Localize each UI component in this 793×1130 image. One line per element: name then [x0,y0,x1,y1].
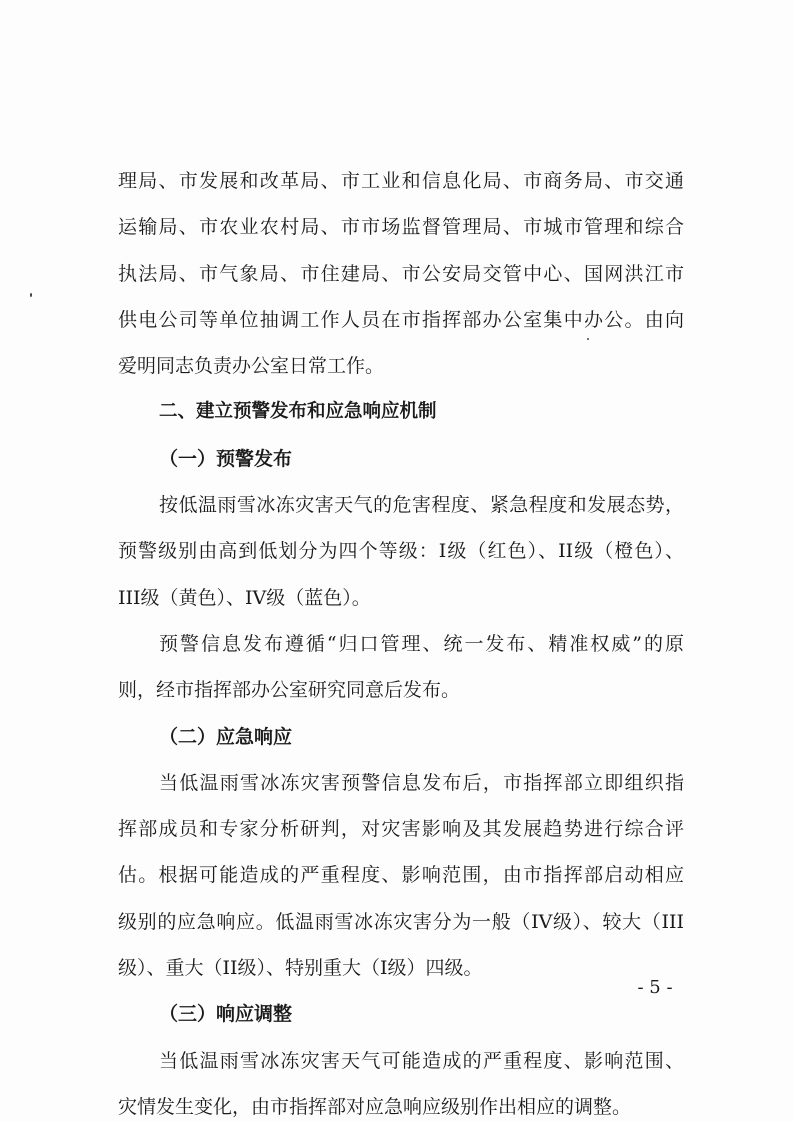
section-heading: 二、建立预警发布和应急响应机制 [159,401,437,423]
body-line: 预警级别由高到低划分为四个等级：I级（红色）、II级（橙色）、 [118,540,684,563]
body-line: 当低温雨雪冰冻灾害预警信息发布后，市指挥部立即组织指 [159,771,684,794]
subsection-heading: （一）预警发布 [159,447,293,470]
body-line: 执法局、市气象局、市住建局、市公安局交管中心、国网洪江市 [118,262,684,285]
body-line: 理局、市发展和改革局、市工业和信息化局、市商务局、市交通 [118,170,684,192]
body-line: 级别的应急响应。低温雨雪冰冻灾害分为一般（IV级）、较大（III [118,910,684,933]
scan-speck [30,293,32,297]
body-line: 当低温雨雪冰冻灾害天气可能造成的严重程度、影响范围、 [159,1049,684,1072]
body-line: III级（黄色）、IV级（蓝色）。 [118,586,371,609]
page-number: - 5 - [637,977,673,998]
subsection-heading: （三）响应调整 [159,1003,293,1026]
body-line: 按低温雨雪冰冻灾害天气的危害程度、紧急程度和发展态势， [159,494,684,517]
body-line: 挥部成员和专家分析研判，对灾害影响及其发展趋势进行综合评 [118,818,684,841]
scan-speck [587,338,589,340]
body-line: 供电公司等单位抽调工作人员在市指挥部办公室集中办公。由向 [118,308,684,331]
body-line: 灾情发生变化，由市指挥部对应急响应级别作出相应的调整。 [118,1095,632,1118]
subsection-heading: （二）应急响应 [159,725,293,748]
body-line: 运输局、市农业农村局、市市场监督管理局、市城市管理和综合 [118,216,684,239]
body-line: 估。根据可能造成的严重程度、影响范围，由市指挥部启动相应 [118,864,684,887]
document-body [118,158,684,1130]
body-line: 预警信息发布遵循“归口管理、统一发布、精准权威”的原 [159,632,684,655]
body-line: 级）、重大（II级）、特别重大（I级）四级。 [118,957,483,980]
body-line: 则，经市指挥部办公室研究同意后发布。 [118,679,461,702]
body-line: 爱明同志负责办公室日常工作。 [118,355,385,378]
